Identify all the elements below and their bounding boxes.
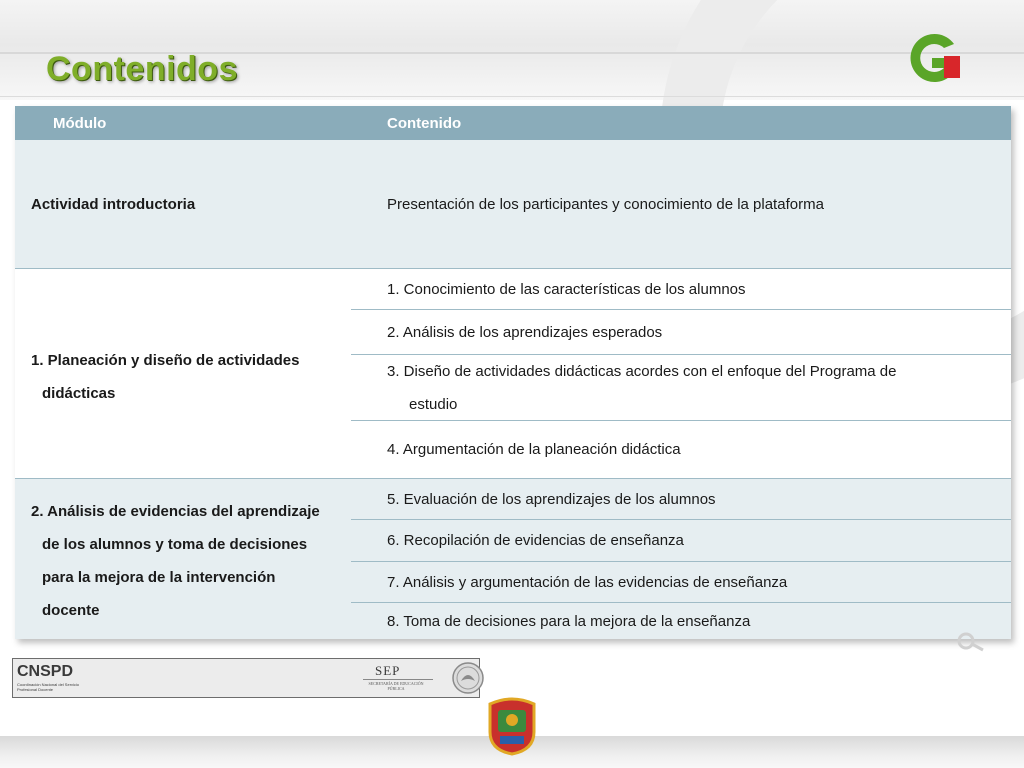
- content-item: 6. Recopilación de evidencias de enseñanza: [387, 532, 684, 549]
- cnspd-sub-label: Coordinación Nacional del Servicio Profesional Docente: [17, 682, 80, 692]
- content-cell: [351, 355, 1011, 420]
- magnifier-icon: [955, 630, 985, 652]
- content-cell: [351, 269, 1011, 309]
- content-item: 8. Toma de decisiones para la mejora de la enseñanza: [387, 612, 751, 630]
- content-cell: [351, 421, 1011, 478]
- slide-title: Contenidos: [46, 50, 238, 88]
- content-item: 3. Diseño de actividades didácticas acordes con el enfoque del Programa de: [387, 363, 897, 380]
- footer-logos: [12, 658, 480, 698]
- content-cell: [387, 140, 1007, 268]
- module-label: 1. Planeación y diseño de actividades: [31, 352, 300, 369]
- cnspd-label: CNSPD: [17, 663, 74, 680]
- sep-sub-label: SECRETARÍA DE EDUCACIÓN PÚBLICA: [368, 681, 424, 691]
- module-label: 2. Análisis de evidencias del aprendizaje: [31, 503, 320, 520]
- content-item: 5. Evaluación de los aprendizajes de los alumnos: [387, 490, 716, 508]
- header-divider-bottom: [0, 96, 1024, 97]
- module-label: docente: [42, 602, 100, 619]
- module-cell: [31, 140, 351, 268]
- module-label: didácticas: [42, 385, 116, 402]
- content-cell: [351, 479, 1011, 519]
- contents-table: [15, 106, 1011, 639]
- module-cell: [31, 344, 351, 410]
- content-item: 7. Análisis y argumentación de las evidencias de enseñanza: [387, 573, 788, 591]
- mexico-eagle-seal-icon: [451, 661, 485, 695]
- g-logo-icon: [900, 30, 962, 86]
- content-cell: [351, 562, 1011, 602]
- header-contenido-label: Contenido: [387, 114, 462, 132]
- content-item: Presentación de los participantes y conocimiento de la plataforma: [387, 195, 824, 213]
- sep-label: SEP: [375, 663, 401, 678]
- module-label: para la mejora de la intervención: [42, 569, 276, 586]
- content-item: 2. Análisis de los aprendizajes esperados: [387, 323, 663, 341]
- header-modulo: [15, 106, 351, 140]
- module-label: Actividad introductoria: [31, 195, 196, 213]
- sep-divider: [363, 679, 433, 680]
- content-item: 4. Argumentación de la planeación didáctica: [387, 441, 681, 458]
- module-label: de los alumnos y toma de decisiones: [42, 536, 308, 553]
- module-cell: [31, 495, 361, 627]
- cnspd-logo: [17, 663, 87, 693]
- content-cell: [351, 310, 1011, 354]
- content-cell: [351, 520, 1011, 561]
- content-item: 1. Conocimiento de las características de los alumnos: [387, 280, 746, 298]
- header-modulo-label: Módulo: [53, 114, 107, 132]
- content-cell: [351, 603, 1011, 639]
- estado-de-mexico-shield-icon: [484, 696, 540, 756]
- header-contenido: [351, 106, 1011, 140]
- content-item-continuation: estudio: [409, 396, 458, 413]
